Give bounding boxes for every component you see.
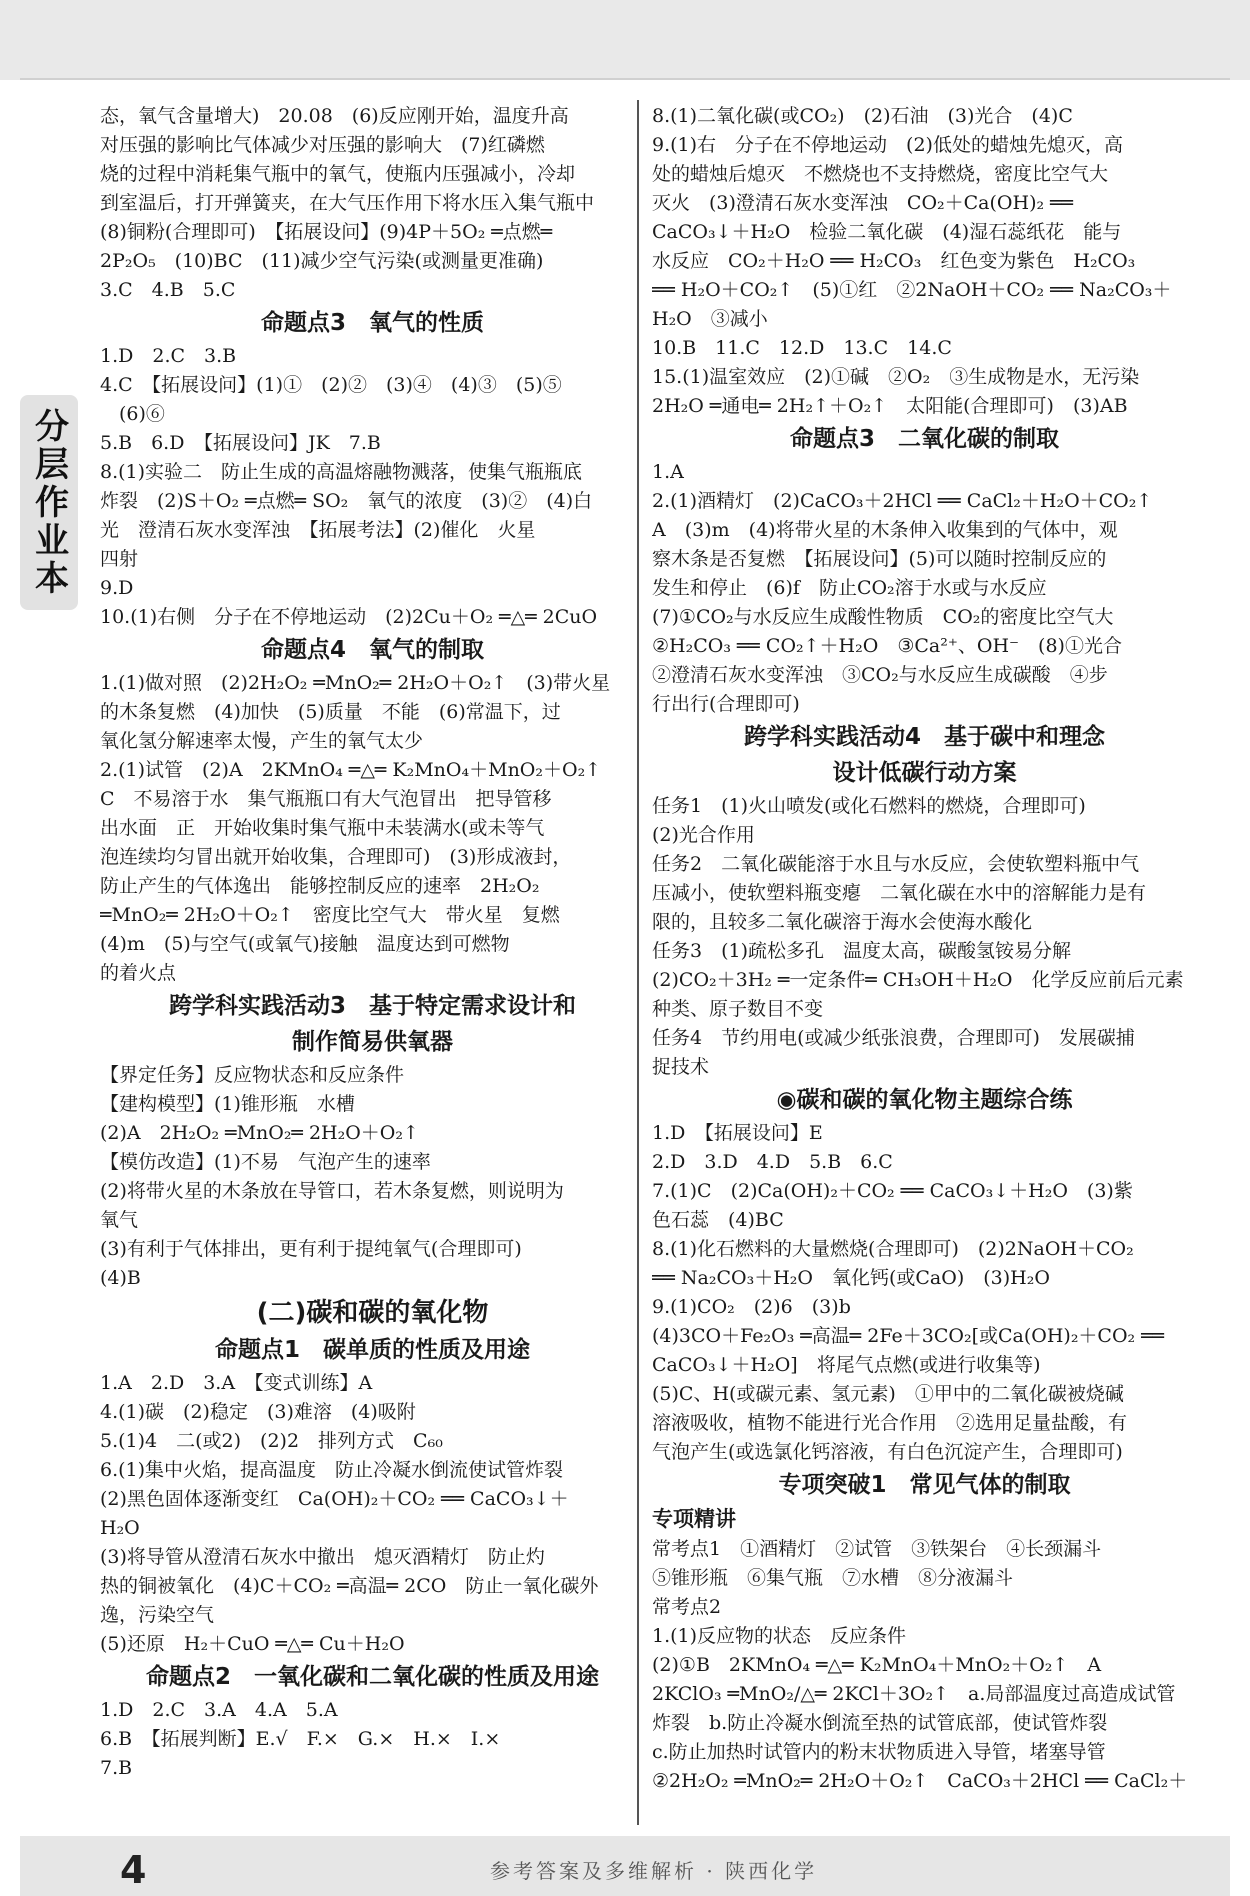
section-heading: 设计低碳行动方案	[832, 760, 1017, 786]
answer-line: C 不易溶于水 集气瓶瓶口有大气泡冒出 把导管移	[100, 788, 552, 810]
answer-line: 【界定任务】反应物状态和反应条件	[100, 1064, 405, 1086]
section-heading: 专项突破1 常见气体的制取	[778, 1472, 1071, 1498]
answer-line: 任务1 (1)火山喷发(或化石燃料的燃烧，合理即可)	[652, 795, 1086, 817]
answer-line: 5.B 6.D 【拓展设问】JK 7.B	[100, 432, 381, 454]
answer-line: (3)有利于气体排出，更有利于提纯氧气(合理即可)	[100, 1238, 522, 1260]
answer-line: 2H₂O ═通电═ 2H₂↑＋O₂↑ 太阳能(合理即可) (3)AB	[652, 395, 1128, 417]
answer-line: CaCO₃↓＋H₂O] 将尾气点燃(或进行收集等)	[652, 1354, 1041, 1376]
answer-line: 1.(1)做对照 (2)2H₂O₂ ═MnO₂═ 2H₂O＋O₂↑ (3)带火星	[100, 672, 611, 694]
answer-line: (2)黑色固体逐渐变红 Ca(OH)₂＋CO₂ ══ CaCO₃↓＋	[100, 1488, 569, 1510]
answer-line: 察木条是否复燃 【拓展设问】(5)可以随时控制反应的	[652, 548, 1107, 570]
answer-line: (2)将带火星的木条放在导管口，若木条复燃，则说明为	[100, 1180, 564, 1202]
answer-line: (8)铜粉(合理即可) 【拓展设问】(9)4P＋5O₂ ═点燃═	[100, 221, 553, 243]
answer-line: (5)C、H(或碳元素、氢元素) ①甲中的二氧化碳被烧碱	[652, 1383, 1124, 1405]
answer-line: CaCO₃↓＋H₂O 检验二氧化碳 (4)湿石蕊纸花 能与	[652, 221, 1122, 243]
answer-line: (5)还原 H₂＋CuO ═△═ Cu＋H₂O	[100, 1633, 405, 1655]
answer-line: 4.(1)碳 (2)稳定 (3)难溶 (4)吸附	[100, 1401, 416, 1423]
answer-line: 2.(1)酒精灯 (2)CaCO₃＋2HCl ══ CaCl₂＋H₂O＋CO₂↑	[652, 490, 1153, 512]
answer-line: 逸，污染空气	[100, 1604, 215, 1626]
answer-line: (3)将导管从澄清石灰水中撤出 熄灭酒精灯 防止灼	[100, 1546, 545, 1568]
answer-line: 4.C 【拓展设问】(1)① (2)② (3)④ (4)③ (5)⑤	[100, 374, 562, 396]
section-heading: 跨学科实践活动3 基于特定需求设计和	[168, 993, 576, 1019]
section-heading: 命题点2 一氧化碳和二氧化碳的性质及用途	[145, 1664, 599, 1690]
answer-line: (6)⑥	[100, 403, 165, 425]
answer-line: 泡连续均匀冒出就开始收集，合理即可) (3)形成液封，	[100, 846, 572, 868]
answer-line: 8.(1)化石燃料的大量燃烧(合理即可) (2)2NaOH＋CO₂	[652, 1238, 1134, 1260]
answer-line: 【建构模型】(1)锥形瓶 水槽	[100, 1093, 355, 1115]
answer-line: 1.D 2.C 3.A 4.A 5.A	[100, 1699, 338, 1721]
answer-line: 8.(1)实验二 防止生成的高温熔融物溅落，使集气瓶瓶底	[100, 461, 583, 483]
answer-line: 1.A 2.D 3.A 【变式训练】A	[100, 1372, 373, 1394]
answer-line: 色石蕊 (4)BC	[652, 1209, 784, 1231]
answer-line: 1.A	[652, 461, 684, 483]
section-heading: 跨学科实践活动4 基于碳中和理念	[743, 724, 1105, 750]
answer-line: (7)①CO₂与水反应生成酸性物质 CO₂的密度比空气大	[652, 606, 1114, 628]
sub-heading: 专项精讲	[652, 1507, 736, 1531]
answer-line: (4)m (5)与空气(或氧气)接触 温度达到可燃物	[100, 933, 510, 955]
answer-line: 1.D 【拓展设问】E	[652, 1122, 823, 1144]
answer-line: 种类、原子数目不变	[652, 998, 824, 1020]
answer-line: 的木条复燃 (4)加快 (5)质量 不能 (6)常温下，过	[100, 701, 561, 723]
answer-line: ══ H₂O＋CO₂↑ (5)①红 ②2NaOH＋CO₂ ══ Na₂CO₃＋	[652, 279, 1172, 301]
answer-line: 【模仿改造】(1)不易 气泡产生的速率	[100, 1151, 431, 1173]
answer-line: ②澄清石灰水变浑浊 ③CO₂与水反应生成碳酸 ④步	[652, 664, 1108, 686]
chapter-heading: (二)碳和碳的氧化物	[256, 1298, 489, 1328]
column-divider	[637, 100, 639, 1825]
answer-line: ═MnO₂═ 2H₂O＋O₂↑ 密度比空气大 带火星 复燃	[100, 904, 560, 926]
top-header-bar	[0, 0, 1250, 80]
answer-line: 炸裂 b.防止冷凝水倒流至热的试管底部，使试管炸裂	[652, 1712, 1108, 1734]
answer-line: 气泡产生(或选氯化钙溶液，有白色沉淀产生，合理即可)	[652, 1441, 1123, 1463]
answer-line: 6.(1)集中火焰，提高温度 防止冷凝水倒流使试管炸裂	[100, 1459, 564, 1481]
section-heading: 制作简易供氧器	[292, 1029, 453, 1055]
answer-line: 捉技术	[652, 1056, 710, 1078]
answer-line: 2.(1)试管 (2)A 2KMnO₄ ═△═ K₂MnO₄＋MnO₂＋O₂↑	[100, 759, 602, 781]
answer-line: 防止产生的气体逸出 能够控制反应的速率 2H₂O₂	[100, 875, 540, 897]
answer-line: H₂O	[100, 1517, 140, 1539]
answer-line: 9.(1)CO₂ (2)6 (3)b	[652, 1296, 851, 1318]
answer-line: (2)CO₂＋3H₂ ═一定条件═ CH₃OH＋H₂O 化学反应前后元素	[652, 969, 1184, 991]
answer-line: (2)A 2H₂O₂ ═MnO₂═ 2H₂O＋O₂↑	[100, 1122, 419, 1144]
answer-line: 氧化氢分解速率太慢，产生的氧气太少	[100, 730, 424, 752]
answer-line: ⑤锥形瓶 ⑥集气瓶 ⑦水槽 ⑧分液漏斗	[652, 1567, 1014, 1589]
answer-line: ②H₂CO₃ ══ CO₂↑＋H₂O ③Ca²⁺、OH⁻ (8)①光合	[652, 635, 1122, 657]
answer-line: (2)光合作用	[652, 824, 755, 846]
answer-line: ══ Na₂CO₃＋H₂O 氧化钙(或CaO) (3)H₂O	[652, 1267, 1050, 1289]
answer-line: 10.B 11.C 12.D 13.C 14.C	[652, 337, 952, 359]
answer-line: 热的铜被氧化 (4)C＋CO₂ ═高温═ 2CO 防止一氧化碳外	[100, 1575, 599, 1597]
answer-line: 9.(1)右 分子在不停地运动 (2)低处的蜡烛先熄灭，高	[652, 134, 1123, 156]
answer-line: 1.D 2.C 3.B	[100, 345, 237, 367]
answer-line: 8.(1)二氧化碳(或CO₂) (2)石油 (3)光合 (4)C	[652, 105, 1073, 127]
answer-line: 发生和停止 (6)f 防止CO₂溶于水或与水反应	[652, 577, 1047, 599]
section-heading: 命题点3 氧气的性质	[260, 310, 484, 336]
section-heading: ◉碳和碳的氧化物主题综合练	[776, 1087, 1073, 1113]
answer-line: 7.B	[100, 1757, 133, 1779]
section-heading: 命题点3 二氧化碳的制取	[789, 426, 1059, 452]
answer-line: 限的，且较多二氧化碳溶于海水会使海水酸化	[652, 911, 1033, 933]
answer-line: 的着火点	[100, 962, 177, 984]
answer-line: (2)①B 2KMnO₄ ═△═ K₂MnO₄＋MnO₂＋O₂↑ A	[652, 1654, 1102, 1676]
answer-line: 2.D 3.D 4.D 5.B 6.C	[652, 1151, 893, 1173]
answer-line: 光 澄清石灰水变浑浊 【拓展考法】(2)催化 火星	[100, 519, 536, 541]
answer-line: 态，氧气含量增大) 20.08 (6)反应刚开始，温度升高	[100, 105, 569, 127]
footer-text: 参考答案及多维解析 · 陕西化学	[490, 1859, 818, 1883]
answer-line: (4)3CO＋Fe₂O₃ ═高温═ 2Fe＋3CO₂[或Ca(OH)₂＋CO₂ ══	[652, 1325, 1165, 1347]
answer-line: c.防止加热时试管内的粉末状物质进入导管，堵塞导管	[652, 1741, 1106, 1763]
left-answer-column	[100, 102, 645, 1822]
answer-line: A (3)m (4)将带火星的木条伸入收集到的气体中，观	[652, 519, 1118, 541]
answer-line: 常考点1 ①酒精灯 ②试管 ③铁架台 ④长颈漏斗	[652, 1538, 1102, 1560]
section-heading: 命题点1 碳单质的性质及用途	[214, 1337, 530, 1363]
answer-line: 处的蜡烛后熄灭 不燃烧也不支持燃烧，密度比空气大	[652, 163, 1109, 185]
answer-line: 7.(1)C (2)Ca(OH)₂＋CO₂ ══ CaCO₃↓＋H₂O (3)紫	[652, 1180, 1133, 1202]
answer-line: (4)B	[100, 1267, 141, 1289]
answer-line: 2KClO₃ ═MnO₂/△═ 2KCl＋3O₂↑ a.局部温度过高造成试管	[652, 1683, 1176, 1705]
answer-line: 压减小，使软塑料瓶变瘪 二氧化碳在水中的溶解能力是有	[652, 882, 1147, 904]
right-answer-column	[652, 102, 1197, 1822]
answer-line: 四射	[100, 548, 139, 570]
answer-line: H₂O ③减小	[652, 308, 768, 330]
answer-line: 出水面 正 开始收集时集气瓶中未装满水(或未等气	[100, 817, 545, 839]
answer-line: 常考点2	[652, 1596, 722, 1618]
answer-line: 水反应 CO₂＋H₂O ══ H₂CO₃ 红色变为紫色 H₂CO₃	[652, 250, 1136, 272]
answer-line: 任务4 节约用电(或减少纸张浪费，合理即可) 发展碳捕	[652, 1027, 1135, 1049]
answer-line: 2P₂O₅ (10)BC (11)减少空气污染(或测量更准确)	[100, 250, 544, 272]
answer-line: 3.C 4.B 5.C	[100, 279, 236, 301]
section-heading: 命题点4 氧气的制取	[260, 637, 484, 663]
answer-line: 灭火 (3)澄清石灰水变浑浊 CO₂＋Ca(OH)₂ ══	[652, 192, 1074, 214]
answer-line: 到室温后，打开弹簧夹，在大气压作用下将水压入集气瓶中	[100, 192, 595, 214]
page-number: 4	[120, 1848, 147, 1892]
answer-line: 10.(1)右侧 分子在不停地运动 (2)2Cu＋O₂ ═△═ 2CuO	[100, 606, 598, 628]
answer-line: 1.(1)反应物的状态 反应条件	[652, 1625, 907, 1647]
answer-line: 行出行(合理即可)	[652, 693, 800, 715]
answer-line: 溶液吸收，植物不能进行光合作用 ②选用足量盐酸，有	[652, 1412, 1128, 1434]
answer-line: 对压强的影响比气体减少对压强的影响大 (7)红磷燃	[100, 134, 545, 156]
answer-line: 氧气	[100, 1209, 139, 1231]
answer-line: 炸裂 (2)S＋O₂ ═点燃═ SO₂ 氧气的浓度 (3)② (4)白	[100, 490, 593, 512]
answer-line: 任务2 二氧化碳能溶于水且与水反应，会使软塑料瓶中气	[652, 853, 1140, 875]
side-tab	[20, 395, 78, 610]
answer-line: 烧的过程中消耗集气瓶中的氧气，使瓶内压强减小，冷却	[100, 163, 576, 185]
answer-line: 15.(1)温室效应 (2)①碱 ②O₂ ③生成物是水，无污染	[652, 366, 1140, 388]
answer-line: ②2H₂O₂ ═MnO₂═ 2H₂O＋O₂↑ CaCO₃＋2HCl ══ CaCl₂＋	[652, 1770, 1188, 1792]
side-tab-label: 分层作业本	[28, 407, 69, 598]
answer-line: 5.(1)4 二(或2) (2)2 排列方式 C₆₀	[100, 1430, 443, 1452]
answer-line: 9.D	[100, 577, 134, 599]
answer-line: 6.B 【拓展判断】E.√ F.× G.× H.× I.×	[100, 1728, 501, 1750]
answer-line: 任务3 (1)疏松多孔 温度太高，碳酸氢铵易分解	[652, 940, 1072, 962]
footer-bar	[20, 1836, 1230, 1896]
